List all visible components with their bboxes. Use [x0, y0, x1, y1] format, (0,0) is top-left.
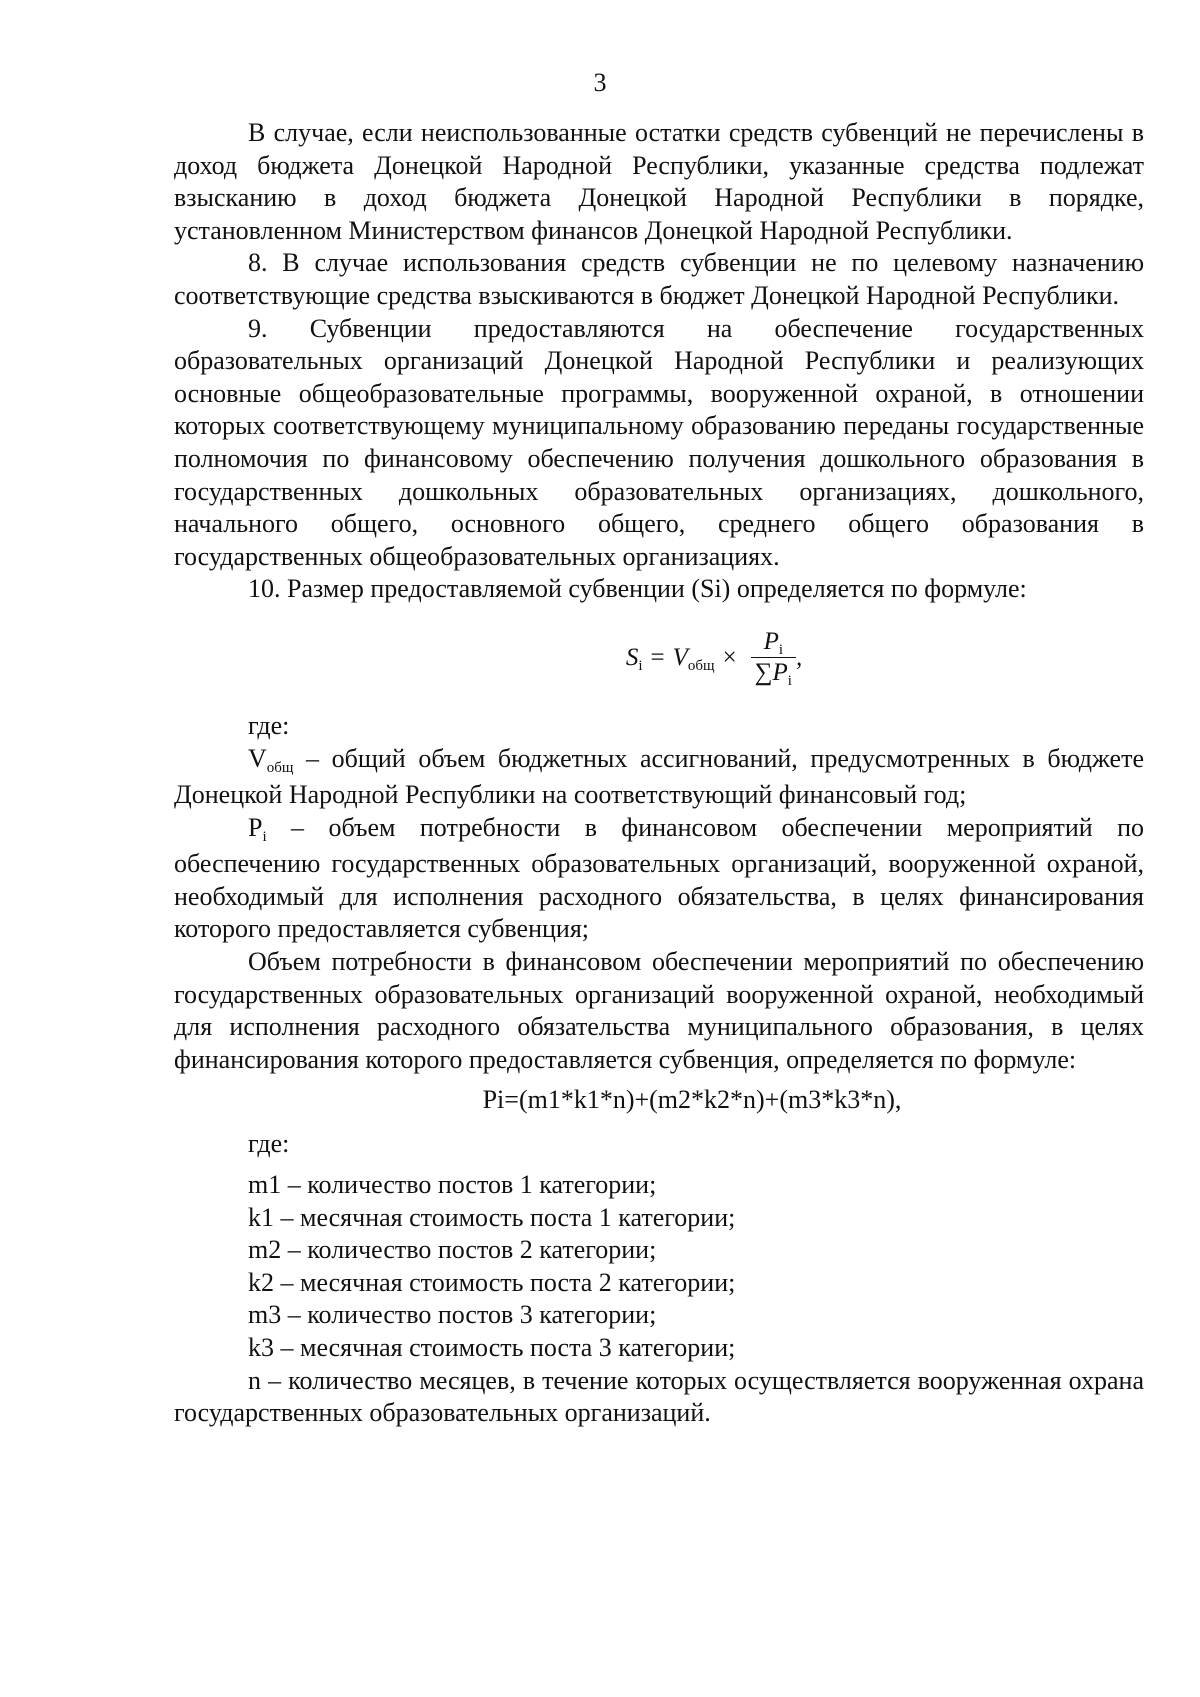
subvention-formula — [174, 606, 1144, 710]
definition-k2: k2 – месячная стоимость поста 2 категории; — [248, 1267, 736, 1297]
where-label-2: где: — [248, 1129, 290, 1159]
need-formula: Pi=(m1*k1*n)+(m2*k2*n)+(m3*k3*n), — [482, 1085, 902, 1115]
page-number: 3 — [593, 68, 607, 97]
definition-k3: k3 – месячная стоимость поста 3 категории; — [248, 1333, 736, 1362]
formula-equals: = — [650, 643, 665, 671]
paragraph-8: 8. В случае использования средств субвенции не по целевому назначению соответствующие средства взыскиваются в бюджет Донецкой Народной Республики. — [174, 248, 1144, 310]
formula-comma: , — [795, 643, 803, 671]
volume-paragraph: Объем потребности в финансовом обеспечении мероприятий по обеспечению государственных образовательных организаций вооруженной охраной, необходимый для исполнения расходного обязательства муниципального образования, в целях финансирования которого предоставляется субвенция, определяется по формуле: — [174, 947, 1144, 1074]
definition-m3: m3 – количество постов 3 категории; — [248, 1300, 657, 1330]
paragraph-10: 10. Размер предоставляемой субвенции (Si) определяется по формуле: — [248, 574, 1027, 604]
fraction-numerator: $P_i$ — [763, 628, 784, 659]
definition-k1: k1 – месячная стоимость поста 1 категории; — [248, 1202, 736, 1232]
definition-v-total: Vобщ – общий объем бюджетных ассигнований, предусмотренных в бюджете Донецкой Народной Республики на соответствующий финансовый год; — [174, 743, 1144, 810]
formula-times: × — [722, 643, 737, 671]
formula-fraction — [751, 628, 796, 690]
paragraph-9: 9. Субвенции предоставляются на обеспечение государственных образовательных организаций Донецкой Народной Республики и реализующих основные общеобразовательные программы, вооруженной охраной, в отношении которых соответствующему муниципальному образованию переданы государственные полномочия по финансовому обеспечению получения дошкольного образования в государственных дошкольных образовательных организациях, дошкольного, начального общего, основного общего, среднего общего образования в государственных общеобразовательных организациях. — [174, 313, 1144, 571]
definition-n: n – количество месяцев, в течение которых осуществляется вооруженная охрана государственных образовательных организаций. — [174, 1365, 1144, 1428]
document-body — [174, 117, 1144, 1430]
definition-m2: m2 – количество постов 2 категории; — [248, 1235, 657, 1265]
paragraph-remainder-recovery: В случае, если неиспользованные остатки средств субвенций не перечислены в доход бюджета Донецкой Народной Республики, указанные средства подлежат взысканию в доход бюджета Донецкой Народной Республики в порядке, установленном Министерством финансов Донецкой Народной Республики. — [174, 118, 1144, 245]
definition-pi: Pi – объем потребности в финансовом обеспечении мероприятий по обеспечению государственных образовательных организаций, вооруженной охраной, необходимый для исполнения расходного обязательства, в целях финансирования которого предоставляется субвенция; — [174, 812, 1144, 944]
definition-m1: m1 – количество постов 1 категории; — [248, 1170, 657, 1200]
fraction-denominator: $\sum P_i$ — [751, 657, 796, 687]
formula-v-total: $V_{общ}$ — [672, 643, 715, 674]
where-label-1: где: — [248, 710, 290, 740]
formula-lhs: $S_i$ — [625, 643, 643, 674]
